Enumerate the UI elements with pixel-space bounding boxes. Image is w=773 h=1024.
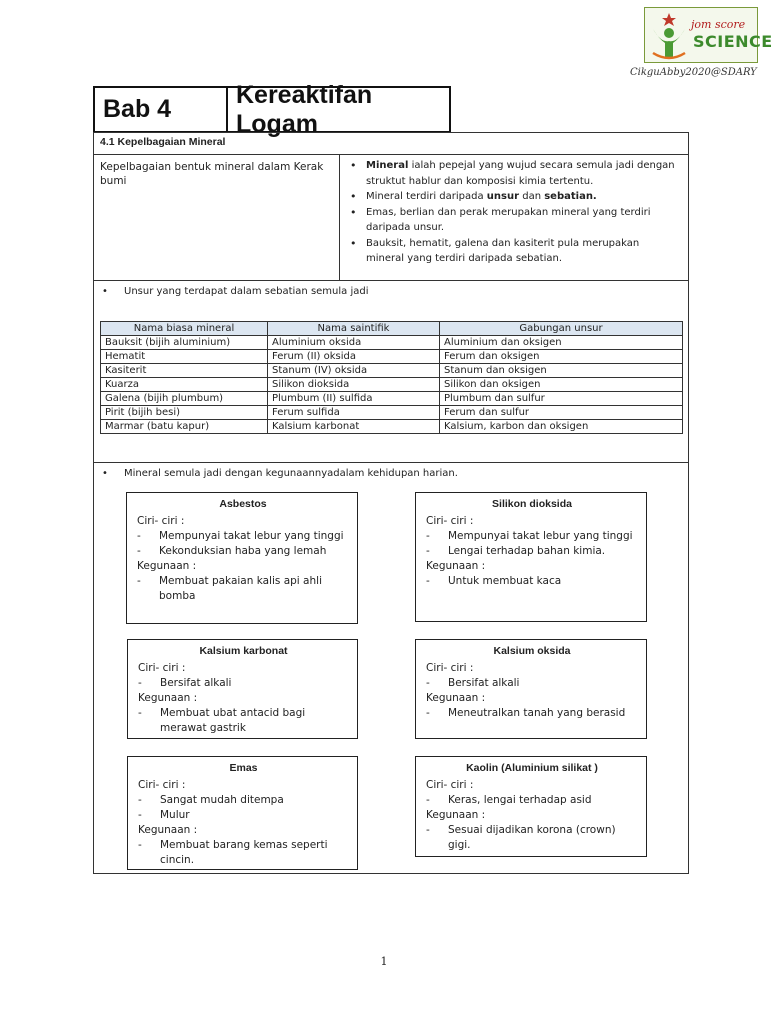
card-title: Asbestos: [219, 498, 267, 510]
logo-brand: SCIENCE: [693, 32, 773, 51]
column-header: Nama saintifik: [268, 322, 440, 336]
table-cell: Kalsium, karbon dan oksigen: [440, 420, 683, 434]
table-cell: Ferum dan sulfur: [440, 406, 683, 420]
section-heading: 4.1 Kepelbagaian Mineral: [94, 133, 688, 155]
table-cell: Aluminium dan oksigen: [440, 336, 683, 350]
mineral-card-asbestos: [126, 492, 358, 624]
card-item: - Mempunyai takat lebur yang tinggi: [426, 529, 638, 544]
mineral-definition-row: [94, 155, 688, 281]
card-item: - Sangat mudah ditempa: [138, 793, 349, 808]
mineral-card-kalsium-karbonat: [127, 639, 358, 739]
ciri-label: Ciri- ciri :: [426, 515, 474, 527]
table-cell: Galena (bijih plumbum): [101, 392, 268, 406]
card-title: Kalsium oksida: [493, 645, 571, 657]
table-cell: Silikon dan oksigen: [440, 378, 683, 392]
definition-bullet: • Emas, berlian dan perak merupakan mineral yang terdiri daripada unsur.: [348, 205, 680, 236]
card-item: - Kekonduksian haba yang lemah: [137, 544, 349, 559]
card-item: - Membuat ubat antacid bagi merawat gastrik: [138, 706, 349, 736]
kegunaan-label: Kegunaan :: [138, 692, 198, 704]
card-item: - Meneutralkan tanah yang berasid: [426, 706, 638, 721]
minerals-table: [100, 321, 683, 434]
mineral-card-silikon-dioksida: [415, 492, 647, 622]
table-row: [101, 336, 683, 350]
table-cell: Aluminium oksida: [268, 336, 440, 350]
chapter-title-box: [93, 80, 451, 138]
term-mineral: Mineral: [366, 160, 409, 171]
ciri-label: Ciri- ciri :: [426, 779, 474, 791]
card-item: - Mempunyai takat lebur yang tinggi: [137, 529, 349, 544]
term-sebatian: sebatian.: [544, 191, 597, 202]
card-title: Kaolin (Aluminium silikat ): [466, 762, 598, 774]
definition-bullet: • Mineral terdiri daripada unsur dan sebatian.: [348, 189, 680, 205]
table-cell: Kalsium karbonat: [268, 420, 440, 434]
column-header: Gabungan unsur: [440, 322, 683, 336]
card-item: - Membuat pakaian kalis api ahli bomba: [137, 574, 349, 604]
table-cell: Silikon dioksida: [268, 378, 440, 392]
definition-bullet: • Mineral ialah pepejal yang wujud secara semula jadi dengan struktut hablur dan komposisi kimia tertentu.: [348, 158, 680, 189]
mineral-card-kaolin: [415, 756, 647, 857]
kegunaan-label: Kegunaan :: [137, 560, 197, 572]
card-item: - Bersifat alkali: [426, 676, 638, 691]
table-row: [101, 392, 683, 406]
page-number: 1: [380, 955, 388, 968]
author-credit: CikguAbby2020@SDARY: [630, 67, 757, 78]
table-row: [101, 420, 683, 434]
ciri-label: Ciri- ciri :: [426, 662, 474, 674]
card-item: - Membuat barang kemas seperti cincin.: [138, 838, 349, 868]
uses-row: [94, 463, 688, 873]
table-cell: Marmar (batu kapur): [101, 420, 268, 434]
column-header: Nama biasa mineral: [101, 322, 268, 336]
logo: [644, 7, 773, 63]
compounds-intro-text: Unsur yang terdapat dalam sebatian semula jadi: [124, 286, 369, 297]
table-cell: Plumbum dan sulfur: [440, 392, 683, 406]
kegunaan-label: Kegunaan :: [426, 809, 486, 821]
card-item: - Untuk membuat kaca: [426, 574, 638, 589]
table-header-row: [101, 322, 683, 336]
logo-figure-icon: [647, 9, 691, 63]
table-cell: Bauksit (bijih aluminium): [101, 336, 268, 350]
card-item: - Lengai terhadap bahan kimia.: [426, 544, 638, 559]
table-cell: Hematit: [101, 350, 268, 364]
table-cell: Ferum dan oksigen: [440, 350, 683, 364]
kegunaan-label: Kegunaan :: [426, 692, 486, 704]
table-cell: Kasiterit: [101, 364, 268, 378]
compounds-row: [94, 281, 688, 463]
uses-intro: • Mineral semula jadi dengan kegunaannyadalam kehidupan harian.: [102, 468, 458, 479]
card-item: - Mulur: [138, 808, 349, 823]
table-cell: Stanum (IV) oksida: [268, 364, 440, 378]
table-cell: Pirit (bijih besi): [101, 406, 268, 420]
chapter-number: Bab 4: [95, 88, 228, 131]
table-row: [101, 364, 683, 378]
card-title: Silikon dioksida: [492, 498, 572, 510]
table-row: [101, 378, 683, 392]
kegunaan-label: Kegunaan :: [138, 824, 198, 836]
card-title: Emas: [229, 762, 258, 774]
content-frame: [93, 132, 689, 874]
card-item: - Keras, lengai terhadap asid: [426, 793, 638, 808]
definition-bullet: • Bauksit, hematit, galena dan kasiterit pula merupakan mineral yang terdiri daripada sebatian.: [348, 236, 680, 267]
table-cell: Ferum sulfida: [268, 406, 440, 420]
ciri-label: Ciri- ciri :: [138, 779, 186, 791]
table-row: [101, 350, 683, 364]
kegunaan-label: Kegunaan :: [426, 560, 486, 572]
mineral-card-kalsium-oksida: [415, 639, 647, 739]
card-item: - Sesuai dijadikan korona (crown) gigi.: [426, 823, 638, 853]
term-unsur: unsur: [486, 191, 520, 202]
card-item: - Bersifat alkali: [138, 676, 349, 691]
table-cell: Stanum dan oksigen: [440, 364, 683, 378]
mineral-card-emas: [127, 756, 358, 870]
table-cell: Plumbum (II) sulfida: [268, 392, 440, 406]
table-cell: Ferum (II) oksida: [268, 350, 440, 364]
ciri-label: Ciri- ciri :: [138, 662, 186, 674]
logo-tagline: jom score: [691, 18, 746, 31]
table-row: [101, 406, 683, 420]
card-title: Kalsium karbonat: [199, 645, 288, 657]
table-cell: Kuarza: [101, 378, 268, 392]
ciri-label: Ciri- ciri :: [137, 515, 185, 527]
uses-intro-text: Mineral semula jadi dengan kegunaannyadalam kehidupan harian.: [124, 468, 458, 479]
compounds-intro: • Unsur yang terdapat dalam sebatian semula jadi: [102, 286, 369, 297]
definition-topic: Kepelbagaian bentuk mineral dalam Kerak bumi: [94, 155, 340, 280]
definition-notes: [340, 155, 688, 280]
chapter-name: Kereaktifan Logam: [236, 80, 373, 138]
